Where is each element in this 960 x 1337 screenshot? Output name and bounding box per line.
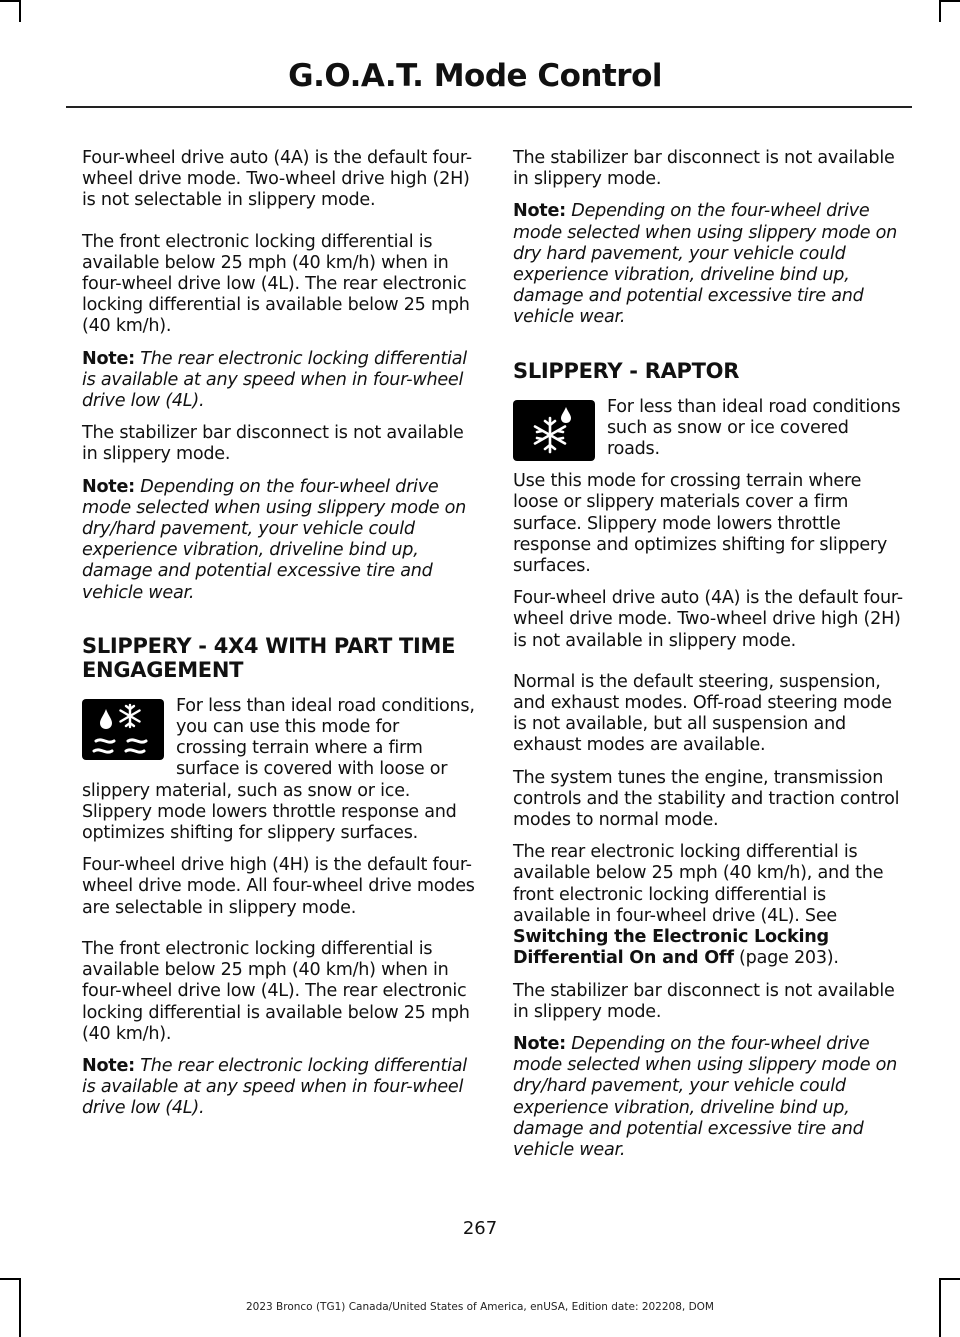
crop-mark-bottom-right	[939, 1278, 960, 1280]
note-text: The rear electronic locking differential is available at any speed when in four-wheel drive low (4L).	[82, 1055, 467, 1119]
right-column	[513, 148, 906, 1172]
page-reference: (page 203).	[733, 948, 839, 969]
note-text: Depending on the four-wheel drive mode selected when using slippery mode on dry/hard pavement, your vehicle could experience vibration, driveline bind up, damage and potential excessive tire and vehicle wear.	[82, 476, 467, 603]
note-label: Note:	[82, 476, 135, 497]
header-divider	[66, 106, 912, 108]
crop-mark-top-right-v	[939, 0, 941, 22]
paragraph: Four-wheel drive high (4H) is the default four-wheel drive mode. All four-wheel drive modes are selectable in slippery mode.	[82, 855, 475, 918]
paragraph: The stabilizer bar disconnect is not available in slippery mode.	[82, 423, 464, 465]
paragraph	[513, 842, 906, 969]
paragraph: Four-wheel drive auto (4A) is the default four-wheel drive mode. Two-wheel drive high (2H) is not selectable in slippery mode.	[82, 148, 472, 211]
note-label: Note:	[513, 201, 566, 222]
edition-footer: 2023 Bronco (TG1) Canada/United States of America, enUSA, Edition date: 202208, DOM	[245, 1301, 714, 1313]
paragraph: The stabilizer bar disconnect is not available in slippery mode.	[513, 148, 895, 190]
note	[82, 1056, 475, 1120]
note-label: Note:	[82, 1055, 135, 1076]
note	[513, 1034, 906, 1161]
crop-mark-bottom-left	[0, 1278, 21, 1280]
note-label: Note:	[513, 1033, 566, 1054]
snowflake-droplet-icon	[513, 400, 595, 461]
section-heading: SLIPPERY - RAPTOR	[513, 358, 740, 383]
note-text: The rear electronic locking differential is available at any speed when in four-wheel drive low (4L).	[82, 348, 467, 412]
section-heading: SLIPPERY - 4X4 WITH PART TIME ENGAGEMENT	[82, 633, 456, 682]
note	[513, 201, 906, 328]
crop-mark-top-left-v	[19, 0, 21, 22]
section-body	[82, 696, 475, 844]
left-column	[82, 148, 475, 1131]
paragraph: The stabilizer bar disconnect is not available in slippery mode.	[513, 980, 895, 1022]
note-text: Depending on the four-wheel drive mode selected when using slippery mode on dry/hard pavement, your vehicle could experience vibration, driveline bind up, damage and potential excessive tire and vehicle wear.	[513, 1033, 898, 1160]
section-body	[513, 397, 906, 461]
paragraph: Use this mode for crossing terrain where loose or slippery materials cover a firm surface. Slippery mode lowers throttle response and optimizes shifting for slippery surfaces.	[513, 471, 888, 577]
paragraph: For less than ideal road conditions, you can use this mode for crossing terrain where a firm surface is covered with loose or slippery material, such as snow or ice. Slippery mode lowers throttle response and optimizes shifting for slippery surfaces.	[82, 695, 475, 844]
note-text: Depending on the four-wheel drive mode selected when using slippery mode on dry hard pavement, your vehicle could experience vibration, driveline bind up, damage and potential excessive tire and vehicle wear.	[513, 201, 898, 328]
paragraph: The system tunes the engine, transmission controls and the stability and traction control modes to normal mode.	[513, 767, 900, 831]
page-title: G.O.A.T. Mode Control	[288, 58, 662, 94]
paragraph: The front electronic locking differential is available below 25 mph (40 km/h) when in four-wheel drive low (4L). The rear electronic locking differential is available below 25 mph (40 km/h).	[82, 938, 470, 1044]
note	[82, 349, 475, 413]
note-label: Note:	[82, 348, 135, 369]
paragraph: Normal is the default steering, suspension, and exhaust modes. Off-road steering mode is not available, but all suspension and exhaust modes are available.	[513, 671, 892, 756]
paragraph: For less than ideal road conditions such as snow or ice covered roads.	[607, 396, 901, 460]
paragraph-text: The rear electronic locking differential is available below 25 mph (40 km/h), and the front electronic locking differential is available in four-wheel drive (4L). See	[513, 842, 884, 926]
note	[82, 477, 475, 604]
paragraph: The front electronic locking differential is available below 25 mph (40 km/h) when in four-wheel drive low (4L). The rear electronic locking differential is available below 25 mph (40 km/h).	[82, 231, 470, 337]
page-number: 267	[462, 1218, 498, 1239]
paragraph: Four-wheel drive auto (4A) is the default four-wheel drive mode. Two-wheel drive high (2H) is not available in slippery mode.	[513, 588, 903, 651]
slippery-road-snowflake-icon	[82, 699, 164, 760]
crop-mark-top-right	[939, 0, 960, 2]
crop-mark-top-left	[0, 0, 21, 2]
cross-reference-link[interactable]: Switching the Electronic Locking Differential On and Off	[513, 927, 829, 969]
